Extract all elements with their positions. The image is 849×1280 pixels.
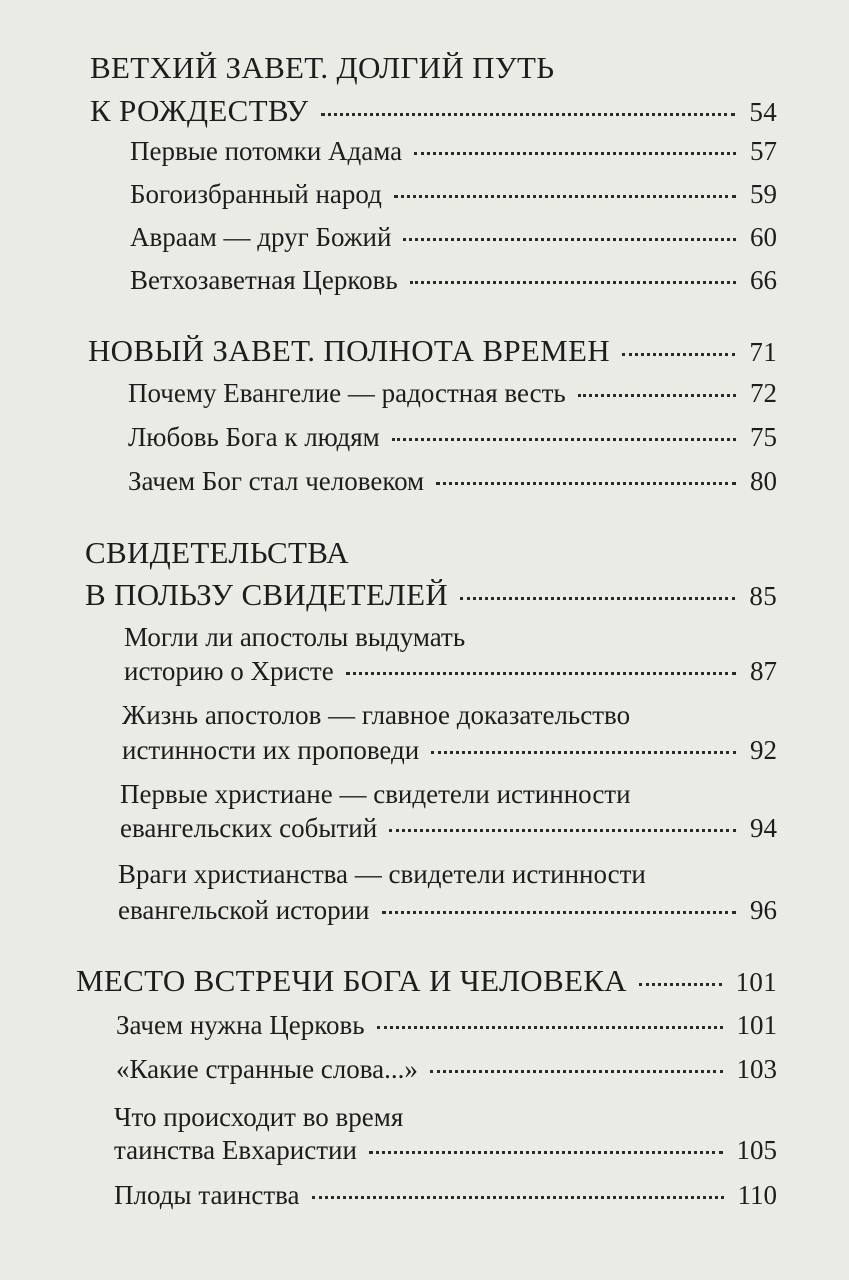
- section-title-line: К РОЖДЕСТВУ: [90, 93, 309, 128]
- item-title: евангельской истории: [118, 895, 370, 925]
- section-title-line: СВИДЕТЕЛЬСТВА: [85, 535, 349, 570]
- dot-leader: [430, 1070, 723, 1073]
- toc-item[interactable]: [130, 136, 777, 167]
- item-title: Авраам — друг Божий: [130, 222, 392, 252]
- toc-item[interactable]: [130, 222, 777, 253]
- dot-leader: [382, 911, 736, 914]
- toc-section[interactable]: [85, 577, 777, 613]
- page-number: 92: [750, 735, 777, 765]
- item-title: Ветхозаветная Церковь: [130, 265, 398, 295]
- toc-item[interactable]: [114, 1135, 777, 1166]
- section-title-line: НОВЫЙ ЗАВЕТ. ПОЛНОТА ВРЕМЕН: [88, 333, 610, 368]
- page-number: 101: [735, 967, 777, 997]
- page-number: 75: [750, 422, 777, 452]
- page-number: 72: [750, 378, 777, 408]
- toc-item[interactable]: [128, 422, 777, 453]
- item-title-line: Враги христианства — свидетели истинности: [118, 859, 646, 889]
- item-title: Первые потомки Адама: [130, 136, 403, 166]
- dot-leader: [460, 597, 735, 600]
- item-title-line: Что происходит во время: [114, 1102, 404, 1132]
- toc-item[interactable]: [114, 1180, 777, 1211]
- dot-leader: [578, 394, 736, 397]
- dot-leader: [431, 751, 736, 754]
- item-title-line: Первые христиане — свидетели истинности: [120, 779, 631, 809]
- item-title: Плоды таинства: [114, 1180, 300, 1210]
- page-number: 54: [749, 97, 777, 127]
- item-title-line: Могли ли апостолы выдумать: [124, 622, 466, 652]
- toc-item[interactable]: [124, 656, 777, 687]
- dot-leader: [377, 1026, 723, 1029]
- item-title: «Какие странные слова...»: [116, 1054, 418, 1084]
- dot-leader: [321, 113, 736, 116]
- dot-leader: [410, 281, 736, 284]
- toc-item[interactable]: [118, 895, 777, 926]
- dot-leader: [389, 829, 736, 832]
- dot-leader: [312, 1196, 724, 1199]
- toc-item[interactable]: [122, 735, 777, 766]
- item-title: евангельских событий: [120, 813, 378, 843]
- dot-leader: [639, 983, 722, 986]
- page-number: 59: [750, 179, 777, 209]
- page-number: 66: [750, 265, 777, 295]
- page-number: 101: [736, 1010, 777, 1040]
- item-title: Любовь Бога к людям: [128, 422, 380, 452]
- dot-leader: [394, 195, 736, 198]
- page-number: 96: [750, 895, 777, 925]
- toc-item[interactable]: [130, 265, 777, 296]
- page-number: 85: [749, 581, 777, 611]
- toc-item[interactable]: [130, 179, 777, 210]
- toc-item[interactable]: [116, 1054, 777, 1085]
- page-number: 94: [750, 813, 777, 843]
- page-number: 105: [736, 1135, 777, 1165]
- dot-leader: [414, 152, 736, 155]
- page-number: 103: [736, 1054, 777, 1084]
- item-title: историю о Христе: [124, 656, 334, 686]
- item-title: Зачем нужна Церковь: [116, 1010, 365, 1040]
- item-title: истинности их проповеди: [122, 735, 420, 765]
- item-title-line: Жизнь апостолов — главное доказательство: [122, 700, 631, 730]
- section-title-line: МЕСТО ВСТРЕЧИ БОГА И ЧЕЛОВЕКА: [76, 963, 627, 998]
- section-title-line: ВЕТХИЙ ЗАВЕТ. ДОЛГИЙ ПУТЬ: [90, 50, 555, 85]
- dot-leader: [622, 353, 736, 356]
- item-title: Богоизбранный народ: [130, 179, 382, 209]
- toc-item[interactable]: [128, 378, 777, 409]
- toc-section[interactable]: [88, 333, 777, 369]
- toc-section[interactable]: [90, 93, 777, 129]
- page-number: 71: [749, 337, 777, 367]
- dot-leader: [436, 482, 736, 485]
- toc-item[interactable]: [116, 1010, 777, 1041]
- item-title: таинства Евхаристии: [114, 1135, 357, 1165]
- page-number: 80: [750, 466, 777, 496]
- dot-leader: [346, 672, 736, 675]
- item-title: Почему Евангелие — радостная весть: [128, 378, 566, 408]
- page-number: 60: [750, 222, 777, 252]
- item-title: Зачем Бог стал человеком: [128, 466, 425, 496]
- page-number: 110: [737, 1180, 777, 1210]
- toc-section[interactable]: [76, 963, 777, 999]
- dot-leader: [403, 238, 736, 241]
- toc-item[interactable]: [120, 813, 777, 844]
- dot-leader: [369, 1151, 723, 1154]
- page-number: 57: [750, 136, 777, 166]
- dot-leader: [392, 438, 736, 441]
- toc-item[interactable]: [128, 466, 777, 497]
- section-title-line: В ПОЛЬЗУ СВИДЕТЕЛЕЙ: [85, 577, 449, 612]
- page-number: 87: [750, 656, 777, 686]
